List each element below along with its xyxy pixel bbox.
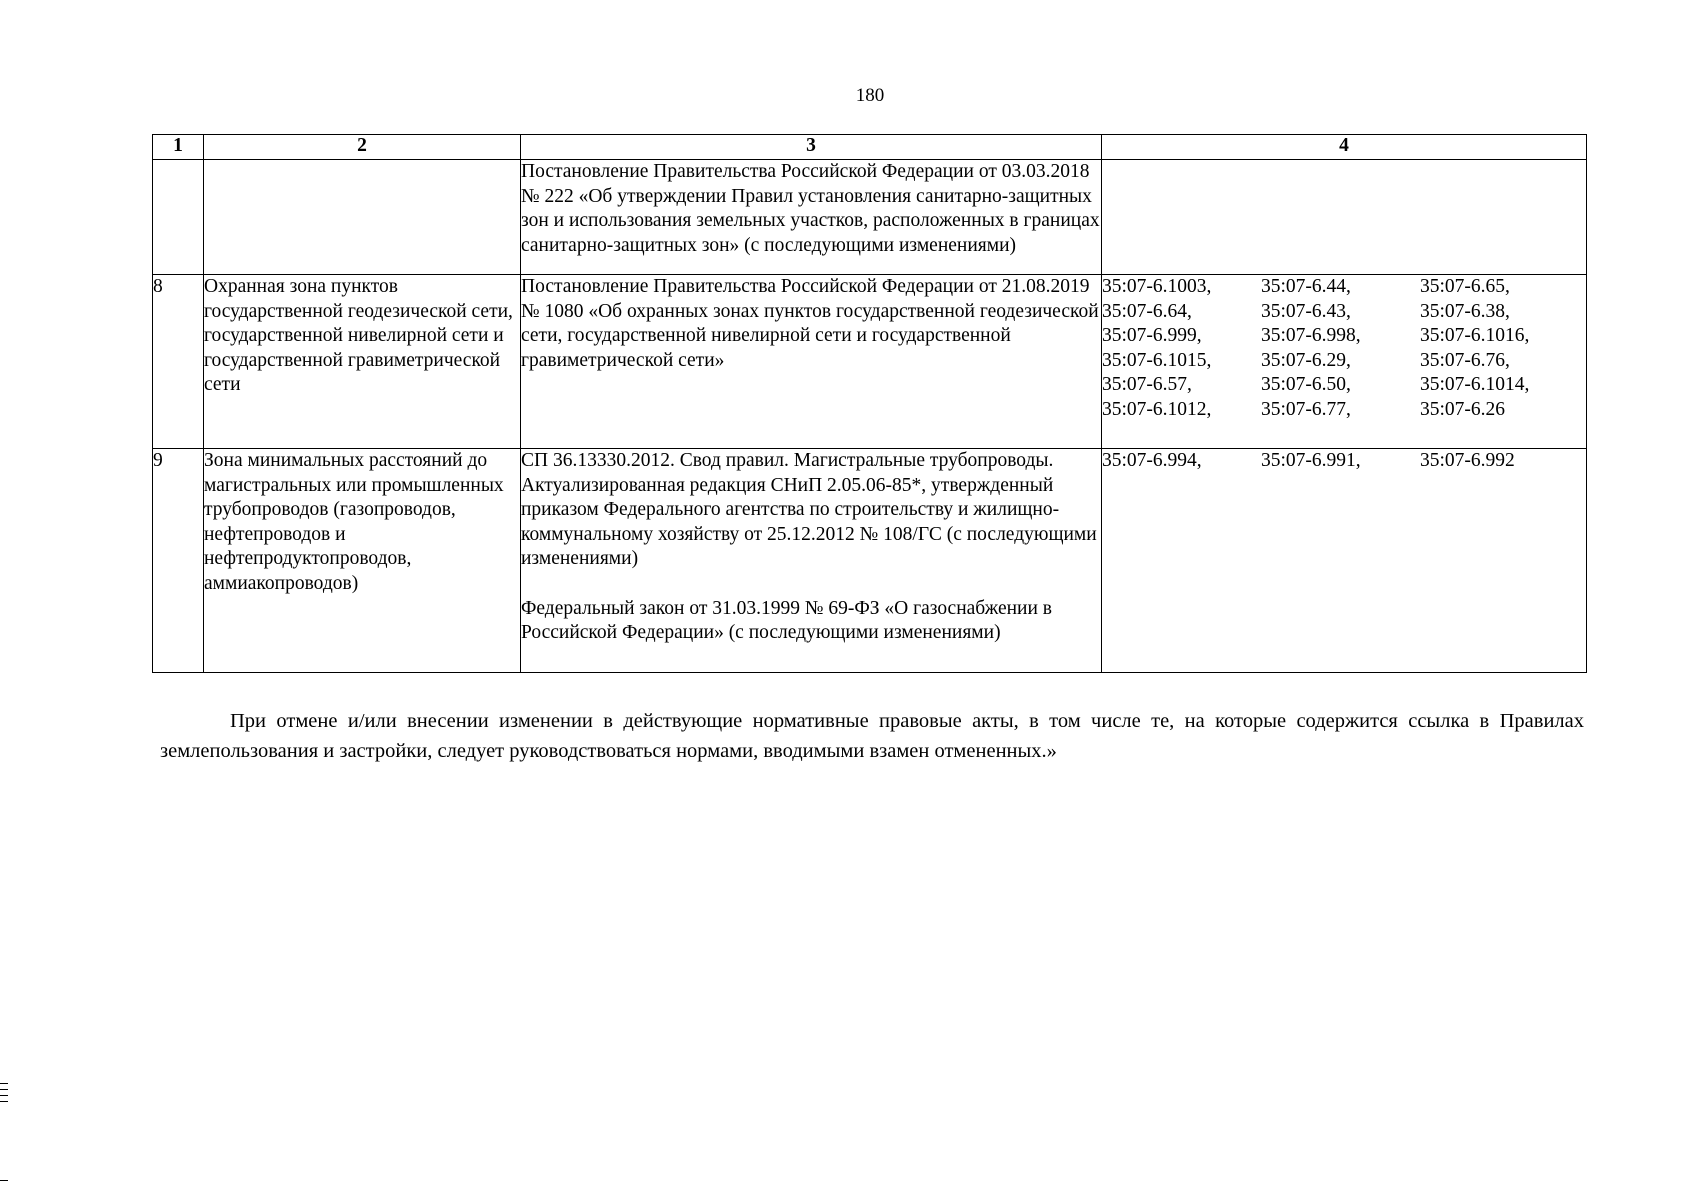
- header-col-4: 4: [1102, 135, 1587, 160]
- zone-name: Охранная зона пунктов государственной геодезической сети, государственной нивелирной сети и государственной гравиметрической сети: [204, 275, 521, 449]
- zone-code: 35:07-6.65,: [1420, 276, 1510, 297]
- table-row: [153, 449, 1587, 673]
- row-number: 9: [153, 449, 204, 673]
- zone-code: 35:07-6.50,: [1261, 374, 1351, 396]
- zone-code: 35:07-6.29,: [1261, 349, 1351, 371]
- zone-codes: [1102, 449, 1587, 673]
- zone-codes: [1102, 275, 1587, 449]
- header-col-3: 3: [521, 135, 1102, 160]
- regulation-doc: СП 36.13330.2012. Свод правил. Магистральные трубопроводы. Актуализированная редакция СНиП 2.05.06-85*, утвержденный приказом Федерального агентства по строительству и жилищно-коммунальному хозяйству от 25.12.2012 № 108/ГС (с последующими изменениями): [521, 450, 1097, 570]
- zone-code: 35:07-6.1016,: [1420, 325, 1530, 347]
- table-header-row: [153, 135, 1587, 160]
- zone-code: 35:07-6.77,: [1261, 398, 1351, 420]
- zone-code: 35:07-6.57,: [1102, 374, 1192, 396]
- zone-name: [204, 160, 521, 275]
- zone-code: 35:07-6.1003,: [1102, 276, 1212, 297]
- zone-code: 35:07-6.1015,: [1102, 349, 1212, 371]
- page-number: 180: [855, 85, 885, 106]
- zone-code: 35:07-6.43,: [1261, 300, 1351, 322]
- regulation-docs: [521, 160, 1102, 275]
- table-row: [153, 275, 1587, 449]
- paragraph-gap: [521, 572, 1101, 597]
- margin-mark: [0, 1089, 8, 1090]
- zones-table: [152, 134, 1587, 673]
- zone-code: 35:07-6.76,: [1420, 349, 1510, 371]
- closing-note: При отмене и/или внесении изменении в действующие нормативные правовые акты, в том числе те, на которые содержится ссылка в Правилах землепользования и застройки, следует руководствоваться нормами, вводимыми взамен отмененных.»: [160, 710, 1584, 762]
- margin-mark: [0, 1180, 8, 1181]
- zone-code: 35:07-6.994,: [1102, 450, 1202, 471]
- regulation-doc: Постановление Правительства Российской Федерации от 03.03.2018 № 222 «Об утверждении Правил установления санитарно-защитных зон и использования земельных участков, расположенных в границах санитарно-защитных зон» (с последующими изменениями): [521, 161, 1100, 256]
- regulation-doc: Федеральный закон от 31.03.1999 № 69-ФЗ «О газоснабжении в Российской Федерации» (с последующими изменениями): [521, 597, 1052, 644]
- regulation-docs: [521, 275, 1102, 449]
- zone-code: 35:07-6.38,: [1420, 300, 1510, 322]
- row-number: [153, 160, 204, 275]
- zone-code: 35:07-6.1012,: [1102, 398, 1212, 420]
- zone-name: Зона минимальных расстояний до магистральных или промышленных трубопроводов (газопроводов, нефтепроводов и нефтепродуктопроводов, аммиакопроводов): [204, 449, 521, 673]
- margin-mark: [0, 1083, 8, 1084]
- regulation-doc: Постановление Правительства Российской Федерации от 21.08.2019 № 1080 «Об охранных зонах пунктов государственной геодезической сети, государственной нивелирной сети и государственной гравиметрической сети»: [521, 276, 1099, 371]
- zone-code: 35:07-6.64,: [1102, 300, 1192, 322]
- zone-code: 35:07-6.26: [1420, 398, 1506, 420]
- regulation-docs: [521, 449, 1102, 673]
- zone-code: 35:07-6.998,: [1261, 325, 1361, 347]
- codes-grid: [1102, 449, 1586, 474]
- zone-code: 35:07-6.999,: [1102, 325, 1202, 347]
- codes-grid: [1102, 275, 1586, 423]
- zone-code: 35:07-6.1014,: [1420, 374, 1530, 396]
- table-row: [153, 160, 1587, 275]
- margin-mark: [0, 1101, 8, 1102]
- zone-codes: [1102, 160, 1587, 275]
- header-col-1: 1: [153, 135, 204, 160]
- row-number: 8: [153, 275, 204, 449]
- zone-code: 35:07-6.992: [1420, 450, 1515, 471]
- zone-code: 35:07-6.44,: [1261, 276, 1351, 297]
- margin-mark: [0, 1095, 8, 1096]
- header-col-2: 2: [204, 135, 521, 160]
- zone-code: 35:07-6.991,: [1261, 450, 1361, 471]
